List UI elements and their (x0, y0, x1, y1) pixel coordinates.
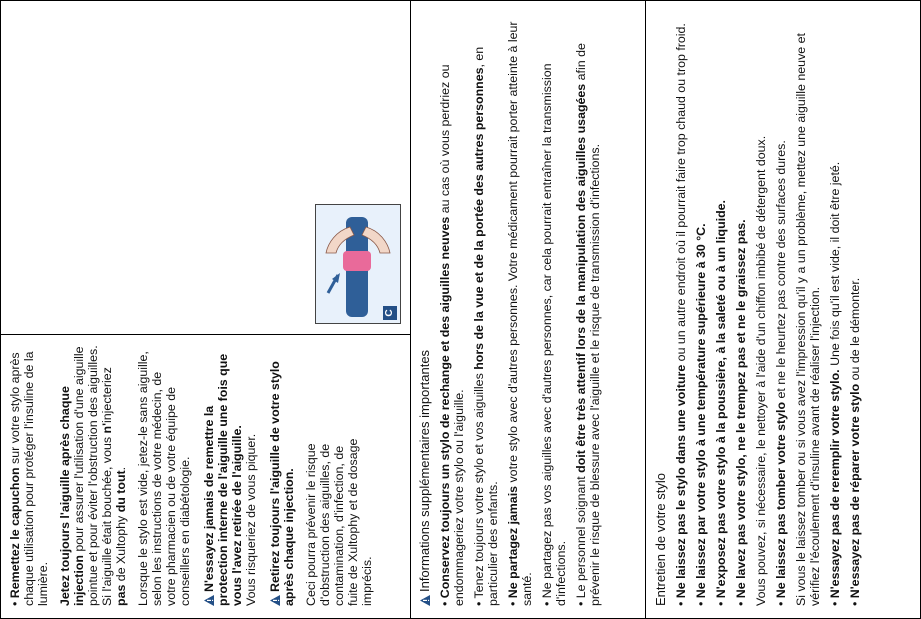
illustration-column (1, 1, 410, 334)
care-2-bold: Ne laissez par votre stylo à une température supérieure à 30 °C. (694, 223, 708, 599)
info-2-text-1: Tenez toujours votre stylo et vos aiguilles (472, 369, 486, 599)
care-5-text: et ne le heurtez pas contre des surfaces dures. (774, 140, 788, 402)
discard-bold-3: pas (114, 584, 128, 606)
care-item-3: • N'exposez pas votre stylo à la poussière, à la saleté ou à un liquide. (714, 200, 728, 606)
empty-pen-paragraph: Lorsque le stylo est vide, jetez-le sans aiguille, selon les instructions de votre médecin, de votre pharmacien ou de votre équipe de conseillers en diabétologie. (136, 351, 192, 606)
recap-text: sur votre stylo après chaque utilisation pour protéger l'insuline de la lumière. (8, 351, 50, 606)
info-5-text-2: afin de prévenir le risque de blessure avec l'aiguille et le risque de transmission d'infections. (574, 43, 602, 606)
care-item-4: • Ne lavez pas votre stylo, ne le trempez pas et ne le graissez pas. (734, 219, 748, 606)
info-item-5: • Le personnel soignant doit être très attentif lors de la manipulation des aiguilles usagées afin de prévenir le risque de blessure avec l'aiguille et le risque de transmission d'infections. (574, 43, 602, 606)
care-item-6: • N'essayez pas de reremplir votre stylo. Une fois qu'il est vide, il doit être jeté. (828, 161, 842, 606)
discard-text-2: injecteriez (100, 367, 114, 423)
info-title: Informations supplémentaires importantes (417, 349, 432, 592)
discard-bold: Jetez toujours l'aiguille après chaque injection (58, 386, 86, 606)
warning-recap-inner-cap (202, 345, 258, 606)
info-1-text: au cas où vous perdriez ou endommageriez votre stylo ou l'aiguille. (438, 64, 466, 606)
info-1-bold: Conservez toujours un stylo de rechange et des aiguilles neuves (438, 216, 452, 599)
recap-bold: Remettez le capuchon (8, 467, 22, 599)
pen-care-section (646, 1, 920, 618)
discard-text-1: pour assurer l'utilisation d'une aiguille pointue et pour éviter l'obstruction des aiguilles. Si l'aiguille était bouchée, vous (72, 345, 114, 606)
important-info-section (410, 1, 646, 618)
care-7-text: ou de le démonter. (848, 277, 862, 384)
warning-1-text: Vous risqueriez de vous piquer. (244, 433, 258, 606)
care-item-7: • N'essayez pas de réparer votre stylo ou de le démonter. (848, 277, 862, 606)
info-3-text: votre stylo avec d'autres personnes. Votre médicament pourrait porter atteinte à leur santé. (506, 21, 534, 606)
care-4-bold: Ne lavez pas votre stylo, ne le trempez pas et ne le graissez pas. (734, 219, 748, 599)
pen-cap-illustration (315, 204, 401, 324)
info-item-3: • Ne partagez jamais votre stylo avec d'autres personnes. Votre médicament pourrait porter atteinte à leur santé. (506, 21, 534, 606)
info-5-text-1: Le personnel soignant (574, 472, 588, 599)
warning-2-text: Ceci pourra prévenir le risque d'obstruction des aiguilles, de contamination, d'infection, de fuite de Xultophy et de dosage imprécis. (304, 438, 374, 606)
care-1-text: ou un autre endroit où il pourrait faire trop chaud ou trop froid. (674, 23, 688, 365)
info-2-text-2: , en particulier des enfants. (472, 46, 500, 606)
info-item-2: • Tenez toujours votre stylo et vos aiguilles hors de la vue et de la portée des autres personnes, en particulier des enfants. (472, 46, 500, 606)
care-1-bold: Ne laissez pas le stylo dans une voiture (674, 364, 688, 599)
warning-icon (204, 595, 214, 606)
discard-text-3: de Xultophy (114, 512, 128, 585)
lower-section (410, 1, 920, 618)
warning-icon (270, 595, 280, 606)
care-7-bold: N'essayez pas de réparer votre stylo (848, 383, 862, 599)
care-title: Entretien de votre stylo (653, 473, 668, 606)
recap-paragraph: • Remettez le capuchon sur votre stylo après chaque utilisation pour protéger l'insuline de la lumière. (8, 351, 50, 606)
care-item-1: • Ne laissez pas le stylo dans une voiture ou un autre endroit où il pourrait faire trop chaud ou trop froid. (674, 23, 688, 606)
care-6-text: Une fois qu'il est vide, il doit être jeté. (828, 161, 842, 370)
upper-section (1, 1, 411, 618)
care-3-bold: N'exposez pas votre stylo à la poussière, à la saleté ou à un liquide. (714, 200, 728, 599)
discard-text-4: . (114, 466, 128, 471)
warning-2-title: Retirez toujours l'aiguille de votre stylo après chaque injection. (268, 361, 296, 606)
info-2-bold: hors de la vue et de la portée des autres personnes (472, 67, 486, 370)
discard-needle-paragraph (58, 345, 128, 606)
warning-remove-needle (268, 345, 296, 606)
info-4-text: Ne partagez pas vos aiguilles avec d'autres personnes, car cela pourrait entraîner la transmission d'infections. (540, 63, 568, 606)
figure-tag: C (383, 306, 397, 320)
info-item-1: • Conservez toujours un stylo de rechange et des aiguilles neuves au cas où vous perdriez ou endommageriez votre stylo ou l'aiguille. (438, 64, 466, 606)
care-4-subtext: Vous pouvez, si nécessaire, le nettoyer à l'aide d'un chiffon imbibé de détergent doux. (754, 135, 768, 606)
care-item-2: • Ne laissez par votre stylo à une température supérieure à 30 °C. (694, 223, 708, 606)
care-5-subtext: Si vous le laissez tomber ou si vous avez l'impression qu'il y a un problème, mettez une aiguille neuve et vérifiez l'écoulement d'insuline avant de réaliser l'injection. (794, 33, 822, 606)
warning-icon (420, 595, 430, 606)
info-item-4: • Ne partagez pas vos aiguilles avec d'autres personnes, car cela pourrait entraîner la transmission d'infections. (540, 63, 568, 606)
info-3-bold: Ne partagez jamais (506, 485, 520, 599)
warning-1-title: N'essayez jamais de remettre la protection interne de l'aiguille une fois que vous l'avez retirée de l'aiguille. (202, 353, 244, 606)
discard-bold-4: du tout (114, 470, 128, 513)
care-item-5: • Ne laissez pas tomber votre stylo et ne le heurtez pas contre des surfaces dures. (774, 140, 788, 606)
care-5-bold: Ne laissez pas tomber votre stylo (774, 401, 788, 599)
pen-disposal-column (1, 334, 410, 618)
info-title-row (418, 13, 432, 606)
discard-bold-2: n' (100, 422, 114, 434)
care-6-bold: N'essayez pas de reremplir votre stylo. (828, 369, 842, 599)
info-5-bold: doit être très attentif lors de la manipulation des aiguilles usagées (574, 83, 588, 473)
